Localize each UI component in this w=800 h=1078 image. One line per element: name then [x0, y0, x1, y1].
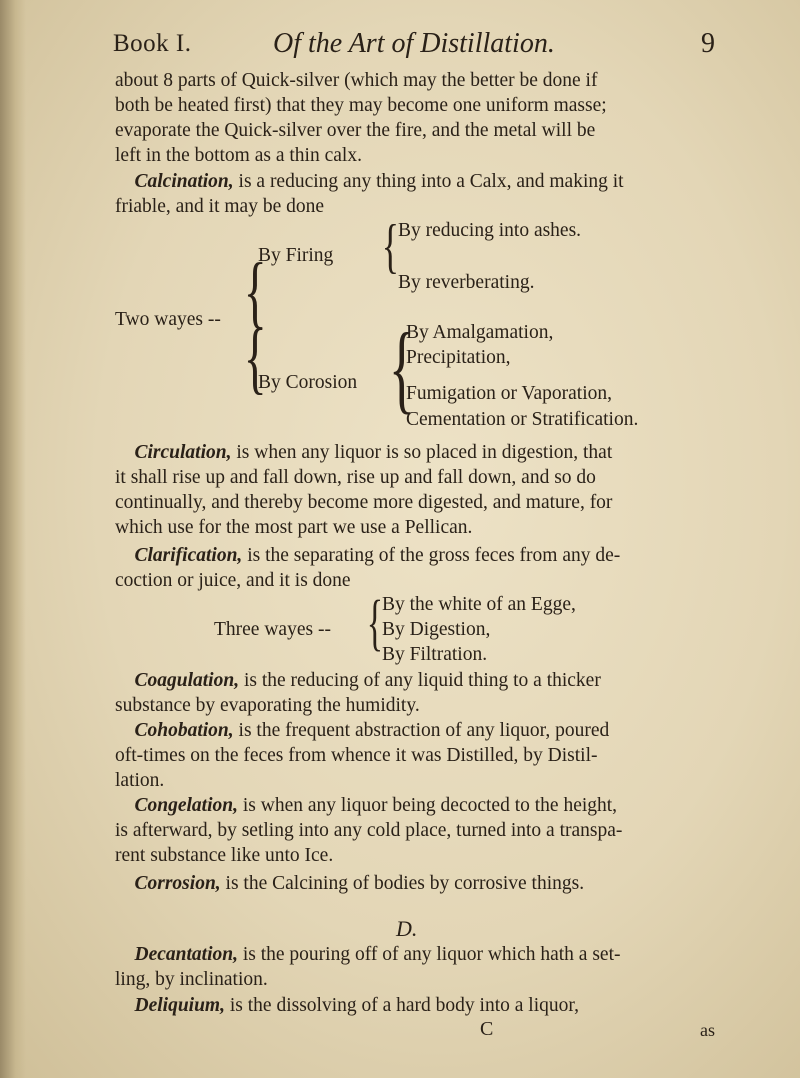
definition-term: Decantation, — [134, 944, 238, 965]
corosion-item: By Amalgamation, — [406, 322, 554, 343]
definition-term: Circulation, — [134, 442, 232, 463]
line-text: it shall rise up and fall down, rise up and fall down, and so do — [115, 467, 596, 488]
line-text: about 8 parts of Quick-silver (which may the better be done if — [115, 70, 598, 91]
page-number: 9 — [701, 28, 715, 59]
signature-mark: C — [480, 1018, 494, 1040]
definition-term: Coagulation, — [134, 670, 240, 691]
line-text: lation. — [115, 770, 165, 791]
text-line — [115, 68, 597, 94]
line-text: is when any liquor is so placed in digestion, that — [231, 442, 613, 463]
text-line — [115, 768, 164, 794]
definition-term: Clarification, — [134, 545, 243, 566]
by-corosion-label: By Corosion — [258, 372, 358, 393]
text-line — [115, 718, 609, 744]
definition-term: Deliquium, — [134, 995, 225, 1016]
text-line — [115, 118, 595, 144]
text-line — [115, 543, 620, 569]
clarification-brace: { — [366, 589, 384, 657]
clarification-item: By the white of an Egge, — [382, 594, 576, 615]
line-text: ling, by inclination. — [115, 969, 268, 990]
text-line — [115, 465, 596, 491]
corosion-item: Precipitation, — [406, 347, 511, 368]
big-brace-left: { — [243, 248, 267, 336]
catchword: as — [700, 1020, 715, 1040]
definition-term: Corrosion, — [134, 873, 221, 894]
line-text: is when any liquor being decocted to the height, — [237, 795, 618, 816]
text-line — [115, 490, 612, 516]
line-text: oft-times on the feces from whence it was Distilled, by Distil- — [115, 745, 598, 766]
text-line — [115, 843, 333, 869]
text-line — [115, 194, 324, 220]
line-text: which use for the most part we use a Pellican. — [115, 517, 473, 538]
text-line — [115, 515, 472, 541]
header-book: Book I. — [113, 30, 192, 57]
text-line — [115, 143, 362, 169]
text-line — [115, 568, 351, 594]
text-line — [115, 743, 598, 769]
running-header — [113, 26, 715, 66]
text-line — [115, 693, 420, 719]
three-wayes-label: Three wayes -- — [214, 619, 331, 640]
big-brace-left-lower: { — [243, 314, 267, 402]
line-text: coction or juice, and it is done — [115, 570, 351, 591]
firing-item: By reducing into ashes. — [398, 220, 582, 241]
clarification-item: By Filtration. — [382, 644, 488, 665]
line-text: friable, and it may be done — [115, 196, 325, 217]
line-text: substance by evaporating the humidity. — [115, 695, 420, 716]
by-firing-label: By Firing — [258, 245, 334, 266]
line-text: both be heated first) that they may become one uniform masse; — [115, 95, 607, 116]
line-text: evaporate the Quick-silver over the fire, and the metal will be — [115, 120, 596, 141]
line-text: is a reducing any thing into a Calx, and making it — [233, 171, 624, 192]
text-line — [115, 993, 579, 1019]
line-text: continually, and thereby become more digested, and mature, for — [115, 492, 613, 513]
text-line — [115, 818, 622, 844]
line-text: is the Calcining of bodies by corrosive things. — [220, 873, 585, 894]
text-line — [115, 793, 617, 819]
page-gutter-shadow — [0, 0, 26, 1078]
corosion-item: Fumigation or Vaporation, — [406, 383, 612, 404]
text-line — [115, 440, 612, 466]
text-line — [115, 967, 268, 993]
text-line — [115, 871, 584, 897]
line-text: is the reducing of any liquid thing to a thicker — [239, 670, 601, 691]
line-text: is the frequent abstraction of any liquor, poured — [233, 720, 610, 741]
firing-brace: { — [381, 213, 400, 279]
line-text: left in the bottom as a thin calx. — [115, 145, 362, 166]
line-text: is the pouring off of any liquor which hath a set- — [237, 944, 621, 965]
definition-term: Cohobation, — [134, 720, 234, 741]
line-text: is the separating of the gross feces from any de- — [242, 545, 621, 566]
header-title: Of the Art of Distillation. — [273, 28, 555, 59]
section-letter: D. — [396, 916, 418, 941]
text-line — [115, 93, 607, 119]
line-text: rent substance like unto Ice. — [115, 845, 334, 866]
clarification-item: By Digestion, — [382, 619, 491, 640]
line-text: is the dissolving of a hard body into a liquor, — [224, 995, 579, 1016]
definition-term: Calcination, — [134, 171, 234, 192]
firing-item: By reverberating. — [398, 272, 535, 293]
line-text: is afterward, by setling into any cold place, turned into a transpa- — [115, 820, 623, 841]
corosion-item: Cementation or Stratification. — [406, 409, 639, 430]
corosion-brace: { — [388, 312, 416, 423]
definition-term: Congelation, — [134, 795, 238, 816]
text-line — [115, 668, 601, 694]
text-line — [115, 942, 621, 968]
text-line — [115, 169, 624, 195]
two-wayes-label: Two wayes -- — [115, 309, 221, 330]
